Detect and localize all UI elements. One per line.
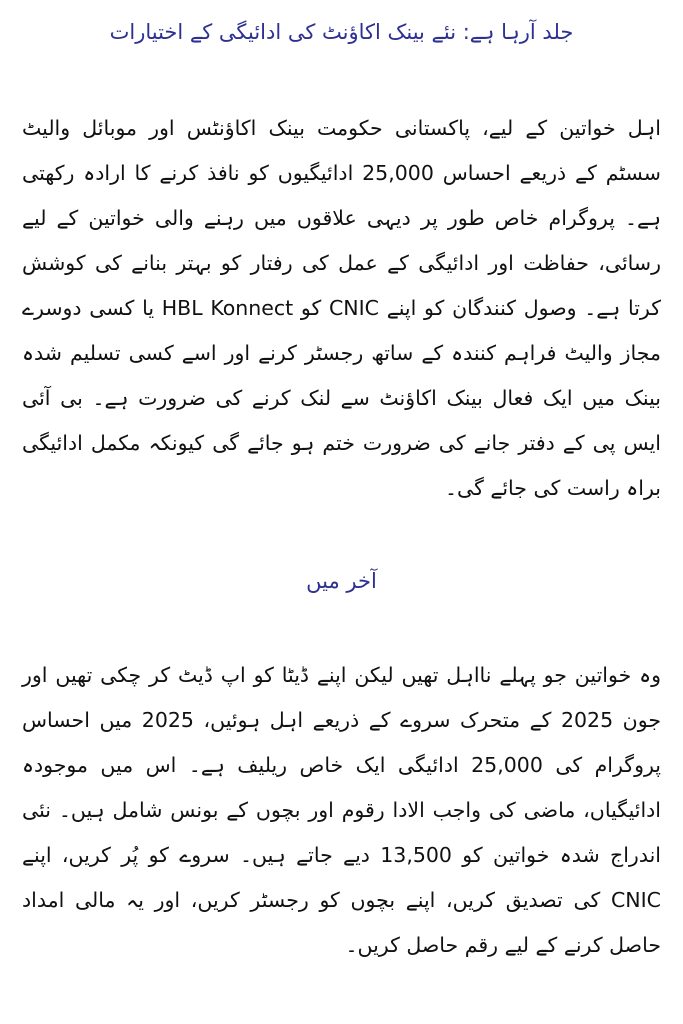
article-paragraph-2: وہ خواتین جو پہلے نااہل تھیں لیکن اپنے ڈیٹا کو اپ ڈیٹ کر چکی تھیں اور جون 2025 کے متحرک سروے کے ذریعے اہل ہوئیں، 2025 میں احساس پروگرام کی 25,000 ادائیگی ایک خاص ریلیف ہے۔ اس میں موجودہ ادائیگیاں، ماضی کی واجب الادا رقوم اور بچوں کے بونس شامل ہیں۔ نئی اندراج شدہ خواتین کو 13,500 دیے جاتے ہیں۔ سروے کو پُر کریں، اپنے CNIC کی تصدیق کریں، اپنے بچوں کو رجسٹر کریں، اور یہ مالی امداد حاصل کرنے کے لیے رقم حاصل کریں۔ (22, 663, 661, 957)
article-title: جلد آرہا ہے: نئے بینک اکاؤنٹ کی ادائیگی کے اختیارات (109, 20, 574, 44)
article-subheading: آخر میں (306, 569, 377, 593)
article-paragraph-1: اہل خواتین کے لیے، پاکستانی حکومت بینک اکاؤنٹس اور موبائل والیٹ سسٹم کے ذریعے احساس 25,000 ادائیگیوں کو نافذ کرنے کا ارادہ رکھتی ہے۔ پروگرام خاص طور پر دیہی علاقوں میں رہنے والی خواتین کے لیے رسائی، حفاظت اور ادائیگی کے عمل کی رفتار کو بہتر بنانے کی کوشش کرتا ہے۔ وصول کنندگان کو اپنے CNIC کو HBL Konnect یا کسی دوسرے مجاز والیٹ فراہم کنندہ کے ساتھ رجسٹر کرنے اور اسے کسی تسلیم شدہ بینک میں ایک فعال بینک اکاؤنٹ سے لنک کرنے کی ضرورت ہے۔ بی آئی ایس پی کے دفتر جانے کی ضرورت ختم ہو جائے گی کیونکہ مکمل ادائیگی براہ راست کی جائے گی۔ (22, 116, 661, 500)
